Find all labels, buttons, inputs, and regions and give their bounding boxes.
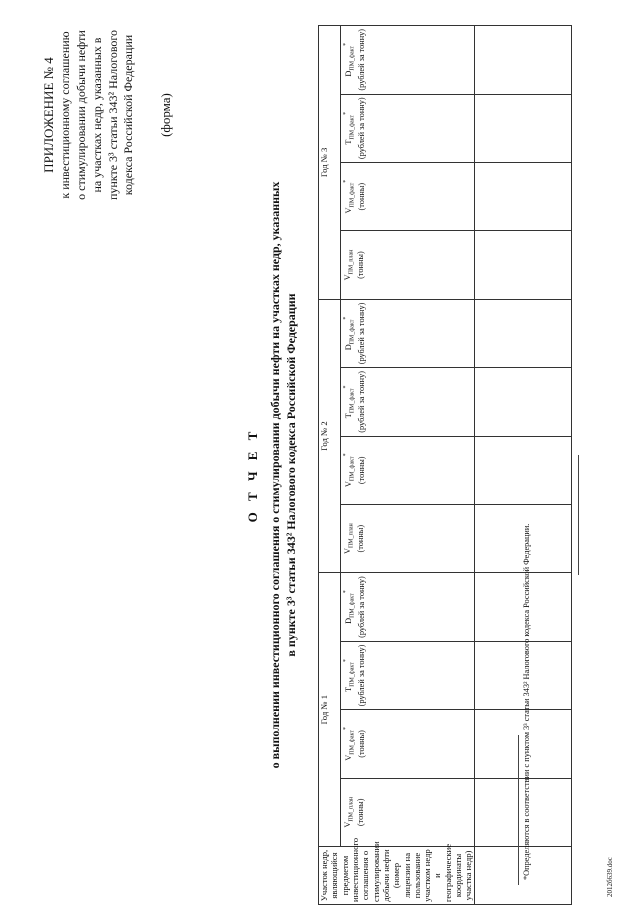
header-symbol: Т: [344, 413, 354, 419]
header-v-plan-year-2: [341, 504, 474, 572]
header-unit: (тонны): [357, 456, 367, 485]
header-unit: (тонны): [356, 798, 366, 827]
header-asterisk: *: [343, 453, 350, 457]
header-unit: (рублей за тонну): [357, 576, 367, 638]
header-subscript: ПМ_факт: [349, 388, 356, 414]
report-subtitle-1: о выполнении инвестиционного соглашения о стимулировании добычи нефти на участках недр, указанных: [268, 181, 282, 769]
header-d-fact-year-2: [341, 299, 474, 367]
header-symbol: V: [344, 207, 354, 214]
appendix-block: [40, 15, 174, 215]
header-unit: (рублей за тонну): [357, 97, 367, 160]
header-v-fact-year-2: [341, 436, 474, 504]
header-v-fact-year-1: [341, 710, 474, 778]
header-asterisk: *: [343, 590, 350, 594]
header-symbol: D: [344, 70, 354, 77]
header-subscript: ПМ_факт: [349, 662, 356, 687]
table-cell[interactable]: [474, 94, 571, 162]
appendix-line: о стимулировании добычи нефти: [73, 30, 88, 200]
header-d-fact-year-1: [341, 573, 474, 641]
header-v-fact-year-3: [341, 162, 474, 230]
table-cell[interactable]: [474, 436, 571, 504]
header-symbol: D: [344, 617, 354, 624]
header-unit: (рублей за тонну): [357, 644, 367, 707]
header-asterisk: *: [343, 111, 350, 115]
header-t-fact-year-1: [341, 641, 474, 709]
report-subtitle-2: в пункте 3³ статьи 343² Налогового кодекса Российской Федерации: [284, 293, 299, 657]
header-subscript: ПМ_план: [349, 796, 356, 822]
header-year-1: Год № 1: [319, 573, 341, 847]
header-unit: (тонны): [356, 524, 366, 553]
header-asterisk: *: [343, 316, 350, 320]
report-heading: [245, 165, 299, 785]
table-cell[interactable]: [474, 231, 571, 299]
form-label: (форма): [158, 93, 174, 137]
appendix-line: кодекса Российской Федерации: [121, 34, 136, 196]
header-asterisk: *: [343, 727, 350, 731]
header-symbol: Т: [344, 686, 354, 692]
header-symbol: V: [344, 481, 354, 488]
header-subscript: ПМ_факт: [349, 114, 356, 140]
header-symbol: V: [343, 274, 353, 281]
header-unit: (тонны): [357, 182, 367, 211]
header-d-fact-year-3: [341, 26, 474, 95]
header-subscript: ПМ_план: [349, 523, 356, 549]
header-symbol: D: [344, 344, 354, 351]
signature-line: [578, 455, 579, 575]
header-subscript: ПМ_факт: [349, 730, 356, 755]
header-subscript: ПМ_факт: [349, 593, 356, 618]
appendix-line: пункте 3³ статьи 343² Налогового: [105, 29, 120, 201]
report-title: О Т Ч Е Т: [245, 427, 260, 523]
header-subscript: ПМ_факт: [349, 319, 356, 345]
header-asterisk: *: [343, 659, 350, 663]
header-unit: (тонны): [356, 251, 366, 279]
header-subscript: ПМ_факт: [349, 182, 356, 208]
header-subscript: ПМ_факт: [349, 456, 356, 482]
header-year-3: Год № 3: [319, 26, 341, 300]
file-name: 2012б639.doc: [606, 857, 614, 897]
header-symbol: V: [343, 548, 353, 555]
appendix-line: на участках недр, указанных в: [89, 37, 104, 193]
header-unit: (рублей за тонну): [357, 28, 367, 91]
header-unit: (рублей за тонну): [357, 371, 367, 433]
header-t-fact-year-2: [341, 368, 474, 436]
header-year-2: Год № 2: [319, 299, 341, 573]
header-symbol: V: [344, 754, 354, 761]
appendix-line: к инвестиционному соглашению: [58, 31, 73, 199]
header-unit: (рублей за тонну): [357, 302, 367, 365]
header-subscript: ПМ_факт: [349, 45, 356, 71]
header-symbol: Т: [344, 139, 354, 145]
footnote-rule: [518, 735, 519, 885]
header-symbol: V: [343, 821, 353, 828]
header-t-fact-year-3: [341, 94, 474, 162]
header-subsoil-plot: Участок недр, являющийся предметом инвестиционного соглашения о стимулировании добычи нефти (номер лицензии на пользование участком недр и географические координаты участка недр): [319, 847, 475, 905]
table-cell[interactable]: [474, 368, 571, 436]
appendix-title: ПРИЛОЖЕНИЕ № 4: [41, 57, 56, 173]
header-asterisk: *: [343, 385, 350, 389]
footnote: *Определяются в соответствии с пунктом 3³ статьи 343² Налогового кодекса Российской Федерации.: [522, 523, 531, 880]
table-cell[interactable]: [474, 299, 571, 367]
header-unit: (тонны): [357, 730, 367, 758]
header-subscript: ПМ_план: [349, 249, 356, 275]
header-asterisk: *: [343, 179, 350, 183]
header-v-plan-year-1: [341, 778, 474, 846]
header-asterisk: *: [343, 42, 350, 46]
table-cell[interactable]: [474, 162, 571, 230]
header-v-plan-year-3: [341, 231, 474, 299]
table-cell[interactable]: [474, 26, 571, 95]
report-table: [318, 25, 572, 905]
